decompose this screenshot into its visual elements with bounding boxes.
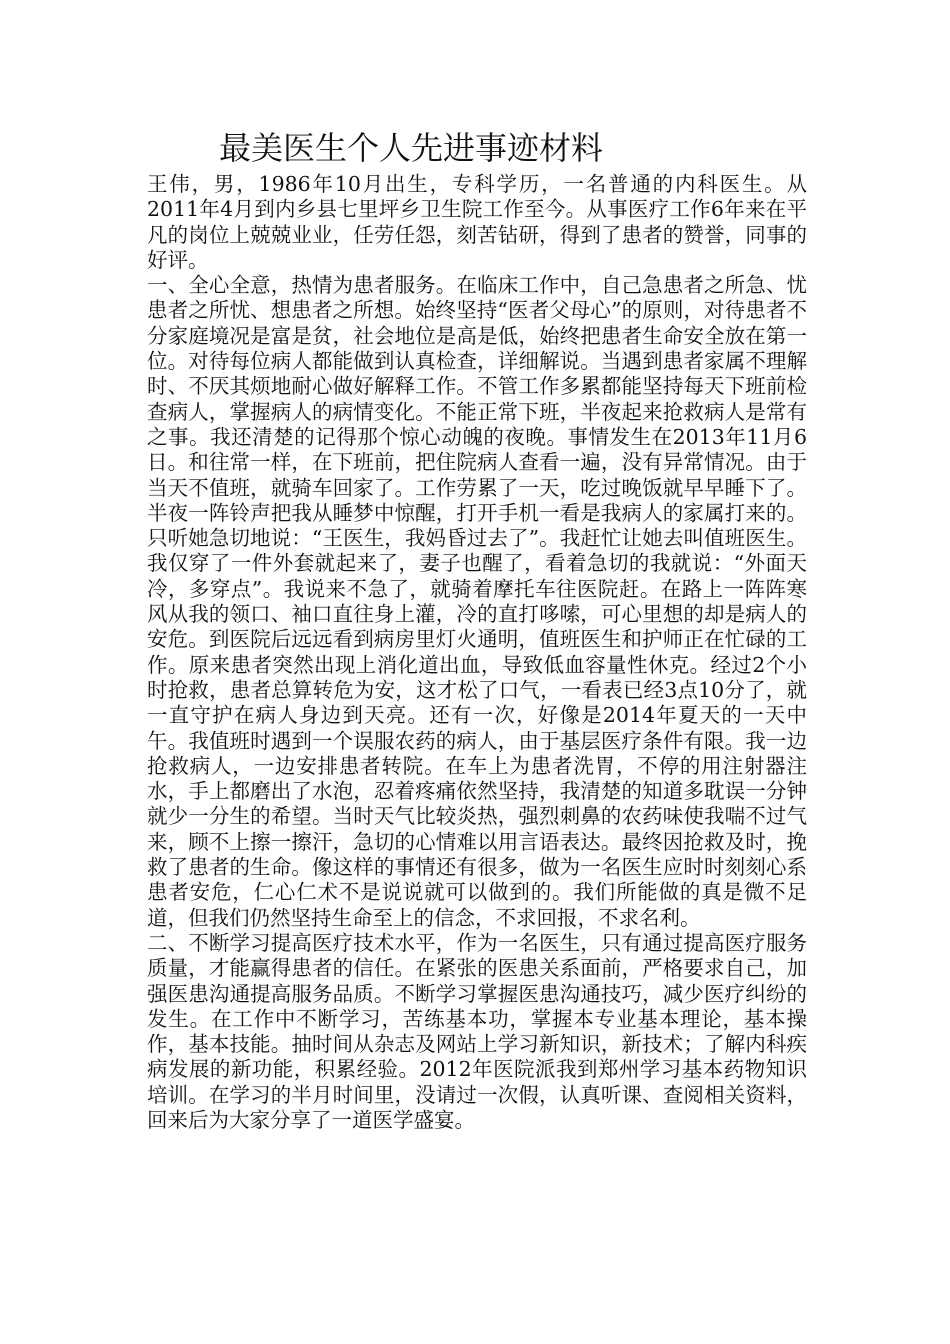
- document-body: [147, 172, 807, 1133]
- document-title: 最美医生个人先进事迹材料: [219, 129, 604, 167]
- paragraph-section-two: 二、不断学习提高医疗技术水平，作为一名医生，只有通过提高医疗服务质量，才能赢得患者的信任。在紧张的医患关系面前，严格要求自己，加强医患沟通提高服务品质。不断学习掌握医患沟通技巧，减少医疗纠纷的发生。在工作中不断学习，苦练基本功，掌握本专业基本理论，基本操作，基本技能。抽时间从杂志及网站上学习新知识，新技术；了解内科疾病发展的新功能，积累经验。2012年医院派我到郑州学习基本药物知识培训。在学习的半月时间里，没请过一次假，认真听课、查阅相关资料，回来后为大家分享了一道医学盛宴。: [147, 930, 807, 1132]
- paragraph-intro: 王伟，男，1986年10月出生，专科学历，一名普通的内科医生。从2011年4月到内乡县七里坪乡卫生院工作至今。从事医疗工作6年来在平凡的岗位上兢兢业业，任劳任怨，刻苦钻研，得到了患者的赞誉，同事的好评。: [147, 172, 807, 272]
- paragraph-section-one: 一、全心全意，热情为患者服务。在临床工作中，自己急患者之所急、忧患者之所忧、想患者之所想。始终坚持“医者父母心”的原则，对待患者不分家庭境况是富是贫，社会地位是高是低，始终把患者生命安全放在第一位。对待每位病人都能做到认真检查，详细解说。当遇到患者家属不理解时、不厌其烦地耐心做好解释工作。不管工作多累都能坚持每天下班前检查病人，掌握病人的病情变化。不能正常下班，半夜起来抢救病人是常有之事。我还清楚的记得那个惊心动魄的夜晚。事情发生在2013年11月6日。和往常一样，在下班前，把住院病人查看一遍，没有异常情况。由于当天不值班，就骑车回家了。工作劳累了一天，吃过晚饭就早早睡下了。半夜一阵铃声把我从睡梦中惊醒，打开手机一看是我病人的家属打来的。只听她急切地说：“王医生，我妈昏过去了”。我赶忙让她去叫值班医生。我仅穿了一件外套就起来了，妻子也醒了，看着急切的我就说：“外面天冷，多穿点”。我说来不急了，就骑着摩托车往医院赶。在路上一阵阵寒风从我的领口、袖口直往身上灌，冷的直打哆嗦，可心里想的却是病人的安危。到医院后远远看到病房里灯火通明，值班医生和护师正在忙碌的工作。原来患者突然出现上消化道出血，导致低血容量性休克。经过2个小时抢救，患者总算转危为安，这才松了口气，一看表已经3点10分了，就一直守护在病人身边到天亮。还有一次，好像是2014年夏天的一天中午。我值班时遇到一个误服农药的病人，由于基层医疗条件有限。我一边抢救病人，一边安排患者转院。在车上为患者洗胃，不停的用注射器注水，手上都磨出了水泡，忍着疼痛依然坚持，我清楚的知道多耽误一分钟就少一分生的希望。当时天气比较炎热，强烈刺鼻的农药味使我喘不过气来，顾不上擦一擦汗，急切的心情难以用言语表达。最终因抢救及时，挽救了患者的生命。像这样的事情还有很多，做为一名医生应时时刻刻心系患者安危，仁心仁术不是说说就可以做到的。我们所能做的真是微不足道，但我们仍然坚持生命至上的信念，不求回报，不求名利。: [147, 273, 807, 930]
